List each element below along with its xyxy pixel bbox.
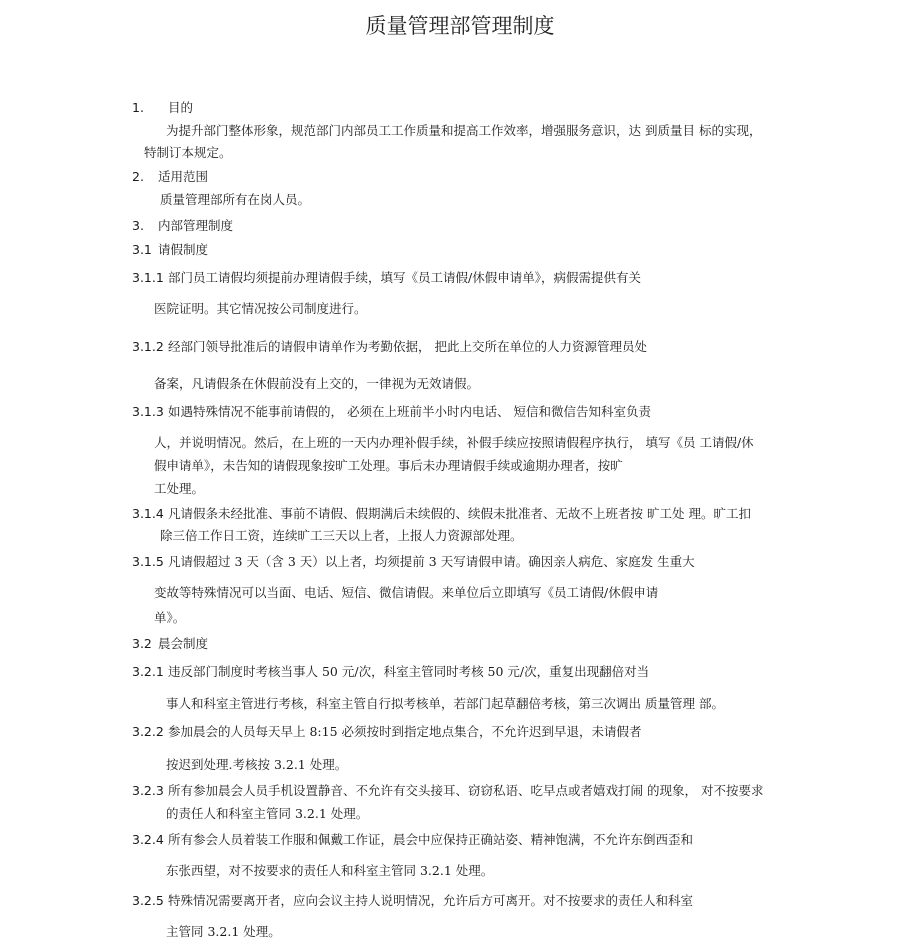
clause-number: 3.2.4 <box>132 832 164 847</box>
clause-line: 事人和科室主管进行考核，科室主管自行拟考核单，若部门起草翻倍考核，第三次调出 质量管理 部。 <box>166 696 724 711</box>
clause-number: 3.1.5 <box>132 554 164 569</box>
subsection-number: 3.1 <box>132 242 152 257</box>
clause-line: 凡请假超过 3 天（含 3 天）以上者，均须提前 3 天写请假申请。确因亲人病危、家庭发 生重大 <box>168 554 695 569</box>
subsection-heading: 晨会制度 <box>158 636 209 651</box>
clause-line: 部门员工请假均须提前办理请假手续，填写《员工请假/休假申请单》，病假需提供有关 <box>168 270 641 285</box>
clause-line: 所有参加晨会人员手机设置静音、不允许有交头接耳、窃窃私语、吃早点或者嬉戏打闹 的现象， 对不按要求 <box>168 783 764 798</box>
clause-number: 3.1.3 <box>132 404 164 419</box>
clause-number: 3.1.1 <box>132 270 164 285</box>
paragraph-line: 质量管理部所有在岗人员。 <box>160 192 311 207</box>
clause-number: 3.2.3 <box>132 783 164 798</box>
clause-line: 备案，凡请假条在休假前没有上交的，一律视为无效请假。 <box>154 376 480 391</box>
clause-line: 所有参会人员着装工作服和佩戴工作证，晨会中应保持正确站姿、精神饱满，不允许东倒西歪和 <box>168 832 694 847</box>
subsection-heading: 请假制度 <box>158 242 209 257</box>
clause-line: 参加晨会的人员每天早上 8:15 必须按时到指定地点集合，不允许迟到早退，未请假者 <box>168 724 642 739</box>
clause-line: 工处理。 <box>154 481 205 496</box>
clause-line: 单》。 <box>154 610 186 625</box>
section-heading: 目的 <box>168 100 194 115</box>
clause-number: 3.1.4 <box>132 506 164 521</box>
clause-line: 经部门领导批准后的请假申请单作为考勤依据， 把此上交所在单位的人力资源管理员处 <box>168 339 647 354</box>
subsection-number: 3.2 <box>132 636 152 651</box>
clause-line: 主管同 3.2.1 处理。 <box>166 924 281 939</box>
clause-line: 的责任人和科室主管同 3.2.1 处理。 <box>166 806 369 821</box>
clause-line: 除三倍工作日工资，连续旷工三天以上者，上报人力资源部处理。 <box>160 528 523 543</box>
clause-line: 特殊情况需要离开者，应向会议主持人说明情况，允许后方可离开。对不按要求的责任人和科室 <box>168 893 694 908</box>
clause-number: 3.2.1 <box>132 664 164 679</box>
section-number: 2. <box>132 169 144 184</box>
clause-number: 3.2.2 <box>132 724 164 739</box>
clause-line: 医院证明。其它情况按公司制度进行。 <box>154 301 367 316</box>
clause-line: 人，并说明情况。然后，在上班的一天内办理补假手续，补假手续应按照请假程序执行， 填写《员 工请假/休 <box>154 435 754 450</box>
section-number: 1. <box>132 100 144 115</box>
section-heading: 适用范围 <box>158 169 209 184</box>
section-number: 3. <box>132 218 144 233</box>
clause-line: 假申请单》，未告知的请假现象按旷工处理。事后未办理请假手续或逾期办理者，按旷 <box>154 458 623 473</box>
paragraph-line: 特制订本规定。 <box>144 145 232 160</box>
clause-number: 3.1.2 <box>132 339 164 354</box>
paragraph-line: 为提升部门整体形象，规范部门内部员工工作质量和提高工作效率，增强服务意识，达 到质量目 标的实现， <box>166 123 762 138</box>
clause-number: 3.2.5 <box>132 893 164 908</box>
clause-line: 违反部门制度时考核当事人 50 元/次，科室主管同时考核 50 元/次，重复出现翻倍对当 <box>168 664 650 679</box>
clause-line: 凡请假条未经批准、事前不请假、假期满后未续假的、续假未批准者、无故不上班者按 旷工处 理。旷工扣 <box>168 506 751 521</box>
clause-line: 东张西望，对不按要求的责任人和科室主管同 3.2.1 处理。 <box>166 863 494 878</box>
page-title: 质量管理部管理制度 <box>365 14 555 38</box>
clause-line: 按迟到处理.考核按 3.2.1 处理。 <box>166 757 348 772</box>
clause-line: 变故等特殊情况可以当面、电话、短信、微信请假。来单位后立即填写《员工请假/休假申请 <box>154 585 659 600</box>
section-heading: 内部管理制度 <box>158 218 234 233</box>
clause-line: 如遇特殊情况不能事前请假的， 必须在上班前半小时内电话、 短信和微信告知科室负责 <box>168 404 651 419</box>
